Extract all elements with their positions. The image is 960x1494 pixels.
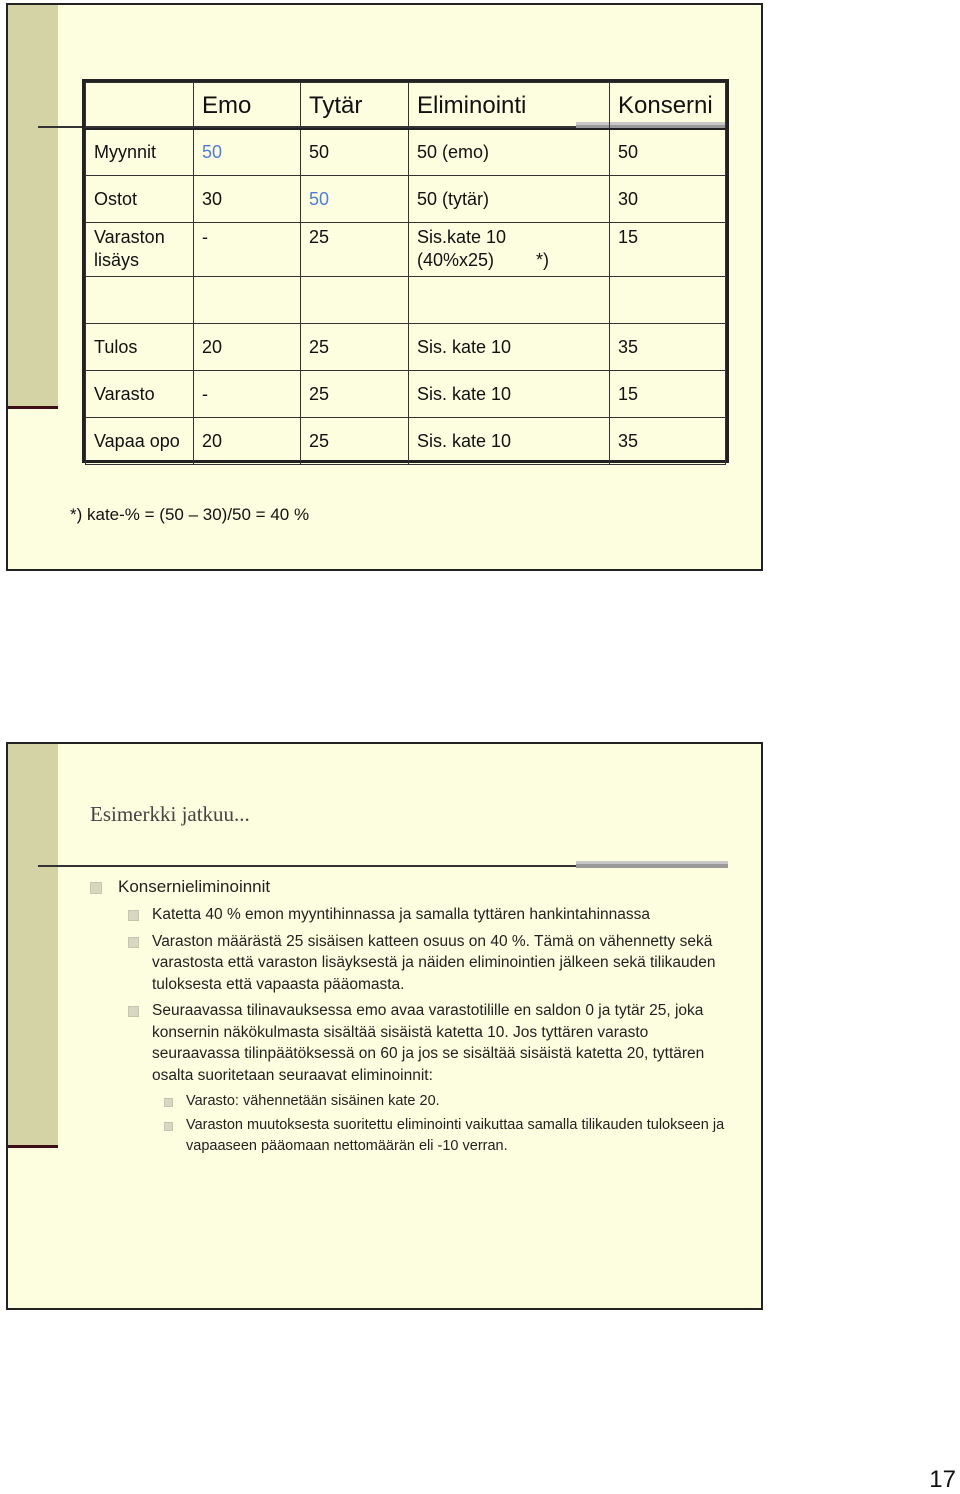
table-header-row	[86, 83, 726, 129]
square-bullet-icon	[128, 937, 139, 948]
bullet-level2: Katetta 40 % emon myyntihinnassa ja samalla tyttären hankintahinnassa	[88, 904, 728, 926]
cell-emo: 20	[194, 418, 301, 465]
cell-konserni: 15	[610, 223, 726, 277]
row-label: Myynnit	[86, 129, 194, 176]
square-bullet-icon	[128, 910, 139, 921]
cell-konserni: 35	[610, 418, 726, 465]
header-cell	[86, 83, 194, 129]
cell-tytar: 25	[301, 371, 409, 418]
slide-sidebar	[8, 744, 58, 1148]
cell-elim: Sis. kate 10	[409, 371, 610, 418]
header-cell: Tytär	[301, 83, 409, 129]
cell-konserni: 35	[610, 324, 726, 371]
cell-elim: Sis. kate 10	[409, 324, 610, 371]
slide-1	[6, 3, 763, 571]
header-cell: Emo	[194, 83, 301, 129]
bullet-level2: Seuraavassa tilinavauksessa emo avaa varastotilille en saldon 0 ja tytär 25, joka konsernin näkökulmasta sisältää sisäistä katetta 10. Jos tyttären varasto seuraavassa tilinpäätöksessä on 60 ja jos se sisältää sisäistä katetta 20, tyttären osalta suoritetaan seuraavat eliminoinnit:	[88, 1000, 728, 1086]
cell-emo: 50	[194, 129, 301, 176]
cell-elim: 50 (tytär)	[409, 176, 610, 223]
slide-2	[6, 742, 763, 1310]
table-row	[86, 129, 726, 176]
row-label: Vapaa opo	[86, 418, 194, 465]
table-row	[86, 371, 726, 418]
elim-line1: Sis.kate 10	[417, 227, 507, 247]
header-rule	[38, 865, 578, 867]
table-row	[86, 223, 726, 277]
elim-line2: (40%x25)	[417, 250, 495, 270]
cell-konserni: 15	[610, 371, 726, 418]
row-label: Varasto	[86, 371, 194, 418]
slide-sidebar	[8, 5, 58, 409]
cell-emo: -	[194, 223, 301, 277]
table-row-empty	[86, 277, 726, 324]
table-row	[86, 176, 726, 223]
bullet-level3: Varaston muutoksesta suoritettu eliminointi vaikuttaa samalla tilikauden tulokseen ja vapaaseen pääomaan nettomäärän eli -10 verran.	[88, 1115, 728, 1157]
cell-tytar: 25	[301, 418, 409, 465]
header-rule-accent	[576, 861, 728, 868]
cell-emo: 20	[194, 324, 301, 371]
cell-konserni: 30	[610, 176, 726, 223]
row-label: Ostot	[86, 176, 194, 223]
square-bullet-icon	[90, 882, 102, 894]
cell-tytar: 25	[301, 223, 409, 277]
table-row	[86, 418, 726, 465]
cell-elim: 50 (emo)	[409, 129, 610, 176]
footnote: *) kate-% = (50 – 30)/50 = 40 %	[70, 505, 310, 524]
cell-emo: -	[194, 371, 301, 418]
cell-emo: 30	[194, 176, 301, 223]
elim-footnote-marker: *)	[536, 250, 549, 270]
bullet-level1: Konsernieliminoinnit	[88, 876, 728, 898]
row-label: Varaston lisäys	[86, 223, 194, 277]
table-row	[86, 324, 726, 371]
page-number: 17	[929, 1466, 956, 1493]
slide-title: Esimerkki jatkuu...	[90, 802, 250, 826]
cell-konserni: 50	[610, 129, 726, 176]
cell-tytar: 50	[301, 176, 409, 223]
cell-elim: Sis. kate 10	[409, 418, 610, 465]
elimination-table	[82, 79, 729, 463]
cell-tytar: 50	[301, 129, 409, 176]
bullet-level2: Varaston määrästä 25 sisäisen katteen osuus on 40 %. Tämä on vähennetty sekä varastosta että varaston lisäyksestä ja näiden eliminointien jälkeen sekä tilikauden tuloksesta että vapaasta pääomasta.	[88, 931, 728, 996]
slide-content	[88, 876, 728, 1160]
square-bullet-icon	[128, 1006, 139, 1017]
bullet-level3: Varasto: vähennetään sisäinen kate 20.	[88, 1091, 728, 1112]
cell-elim	[409, 223, 610, 277]
square-bullet-icon	[164, 1122, 173, 1131]
row-label: Tulos	[86, 324, 194, 371]
cell-tytar: 25	[301, 324, 409, 371]
square-bullet-icon	[164, 1098, 173, 1107]
header-cell: Konserni	[610, 83, 726, 129]
header-cell: Eliminointi	[409, 83, 610, 129]
